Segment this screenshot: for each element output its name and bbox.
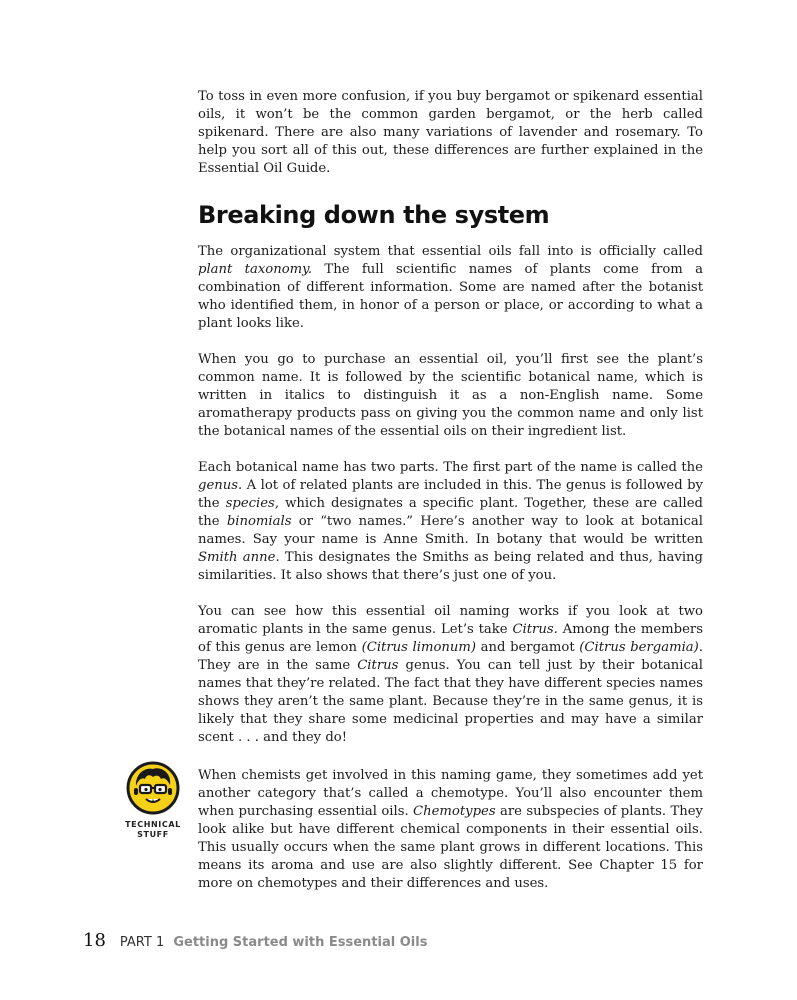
page-footer [83,930,427,951]
page-number: 18 [83,930,106,951]
paragraph-chemotype: When chemists get involved in this naming game, they sometimes add yet another category that’s called a chemotype. You’ll also encounter them when purchasing essential oils. Chemotypes are subspecies of plants. They look alike but have different chemical components in their essential oils. This usually occurs when the same plant grows in different locations. This means its aroma and use are also slightly different. See Chapter 15 for more on chemotypes and their differences and uses. [198,768,703,891]
paragraph-botanical-name: Each botanical name has two parts. The first part of the name is called the genus. A lot of related plants are included in this. The genus is followed by the species, which designates a specific plant. Together, these are called the binomials or “two names.” Here’s another way to look at botanical names. Say your name is Anne Smith. In botany that would be written Smith anne. This designates the Smiths as being related and thus, having similarities. It also shows that there’s just one of you. [198,460,703,583]
technical-stuff-badge [122,761,184,840]
running-footer [120,931,428,950]
technical-stuff-icon [126,761,180,815]
paragraph-common-name: When you go to purchase an essential oil, you’ll first see the plant’s common name. It is followed by the scientific botanical name, which is written in italics to distinguish it as a non-English name. Some aromatherapy products pass on giving you the common name and only list the botanical names of the essential oils on their ingredient list. [198,352,703,439]
part-title: Getting Started with Essential Oils [173,935,428,950]
paragraph-taxonomy: The organizational system that essential oils fall into is officially called plant taxonomy. The full scientific names of plants come from a combination of different information. Some are named after the botanist who identified them, in honor of a person or place, or according to what a plant looks like. [198,244,703,331]
section-heading: Breaking down the system [198,201,550,229]
part-label: PART 1 [119,935,165,950]
technical-stuff-tip [125,767,703,893]
technical-stuff-label: TECHNICAL STUFF [125,820,181,839]
paragraph-citrus-genus: You can see how this essential oil naming works if you look at two aromatic plants in the same genus. Let’s take Citrus. Among the members of this genus are lemon (Citrus limonum) and bergamot (Citrus bergamia). They are in the same Citrus genus. You can tell just by their botanical names that they’re related. The fact that they have different species names shows they aren’t the same plant. Because they’re in the same genus, it is likely that they share some medicinal properties and may have a similar scent . . . and they do! [198,604,703,745]
page-body [125,88,703,911]
intro-paragraph: To toss in even more confusion, if you buy bergamot or spikenard essential oils, it won’t be the common garden bergamot, or the herb called spikenard. There are also many variations of lavender and rosemary. To help you sort all of this out, these differences are further explained in the Essential Oil Guide. [198,89,703,176]
